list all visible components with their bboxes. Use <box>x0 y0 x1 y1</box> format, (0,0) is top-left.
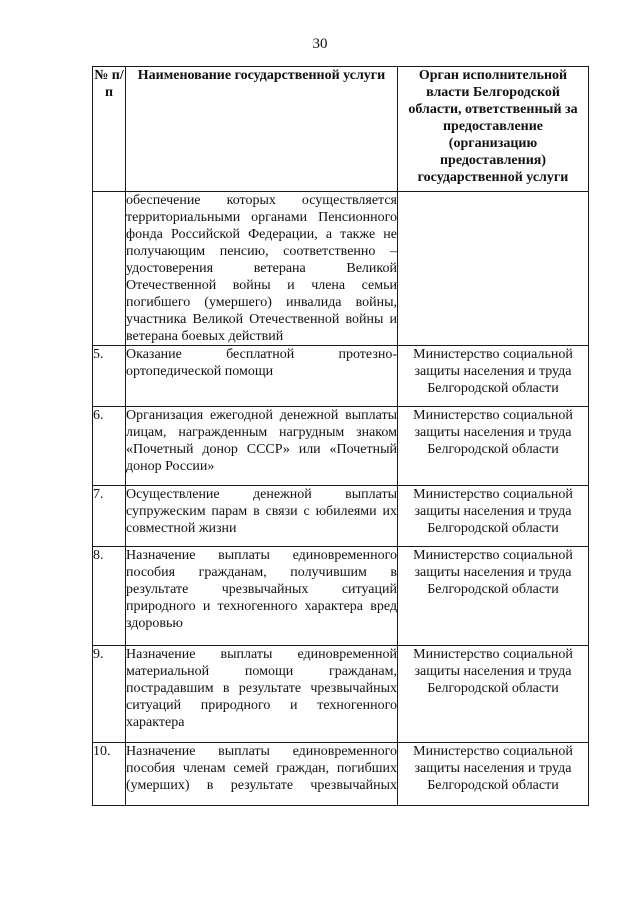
responsible-body: Министерство социальной защиты населения и труда Белгородской области <box>398 346 589 407</box>
row-number: 9. <box>93 646 126 743</box>
table-header-row <box>93 67 589 192</box>
table-row <box>93 547 589 646</box>
header-service-name: Наименование государственной услуги <box>126 67 398 192</box>
table-row <box>93 743 589 806</box>
row-number <box>93 192 126 346</box>
service-name: Организация ежегодной денежной выплаты лицам, награжденным нагрудным знаком «Почетный донор СССР» или «Почетный донор России» <box>126 407 398 486</box>
responsible-body: Министерство социальной защиты населения и труда Белгородской области <box>398 486 589 547</box>
header-number: № п/п <box>93 67 126 192</box>
row-number: 10. <box>93 743 126 806</box>
responsible-body: Министерство социальной защиты населения и труда Белгородской области <box>398 646 589 743</box>
responsible-body: Министерство социальной защиты населения и труда Белгородской области <box>398 547 589 646</box>
table-row <box>93 346 589 407</box>
row-number: 5. <box>93 346 126 407</box>
service-name: Осуществление денежной выплаты супружеским парам в связи с юбилеями их совместной жизни <box>126 486 398 547</box>
responsible-body: Министерство социальной защиты населения и труда Белгородской области <box>398 407 589 486</box>
service-name: обеспечение которых осуществляется территориальными органами Пенсионного фонда Российской Федерации, а также не получающим пенсию, соответственно – удостоверения ветерана Великой Отечественной войны и члена семьи погибшего (умершего) инвалида войны, участника Великой Отечественной войны и ветерана боевых действий <box>126 193 397 344</box>
row-number: 6. <box>93 407 126 486</box>
service-name: Назначение выплаты единовременного пособия гражданам, получившим в результате чрезвычайных ситуаций природного и техногенного характера вред здоровью <box>126 547 398 646</box>
service-name: Назначение выплаты единовременной материальной помощи гражданам, пострадавшим в результате чрезвычайных ситуаций природного и техногенного характера <box>126 646 398 743</box>
table-row <box>93 646 589 743</box>
table-row <box>93 486 589 547</box>
row-number: 8. <box>93 547 126 646</box>
responsible-body: Министерство социальной защиты населения и труда Белгородской области <box>398 743 589 806</box>
responsible-body <box>398 192 589 346</box>
page-number: 30 <box>312 36 328 52</box>
table-row <box>93 192 589 346</box>
header-responsible-body: Орган исполнительной власти Белгородской области, ответственный за предоставление (организацию предоставления) государственной услуги <box>398 67 589 192</box>
table-row <box>93 407 589 486</box>
row-number: 7. <box>93 486 126 547</box>
service-name: Оказание бесплатной протезно-ортопедической помощи <box>126 346 398 407</box>
services-table <box>92 66 589 806</box>
service-name: Назначение выплаты единовременного пособия членам семей граждан, погибших (умерших) в результате чрезвычайных <box>126 743 398 806</box>
